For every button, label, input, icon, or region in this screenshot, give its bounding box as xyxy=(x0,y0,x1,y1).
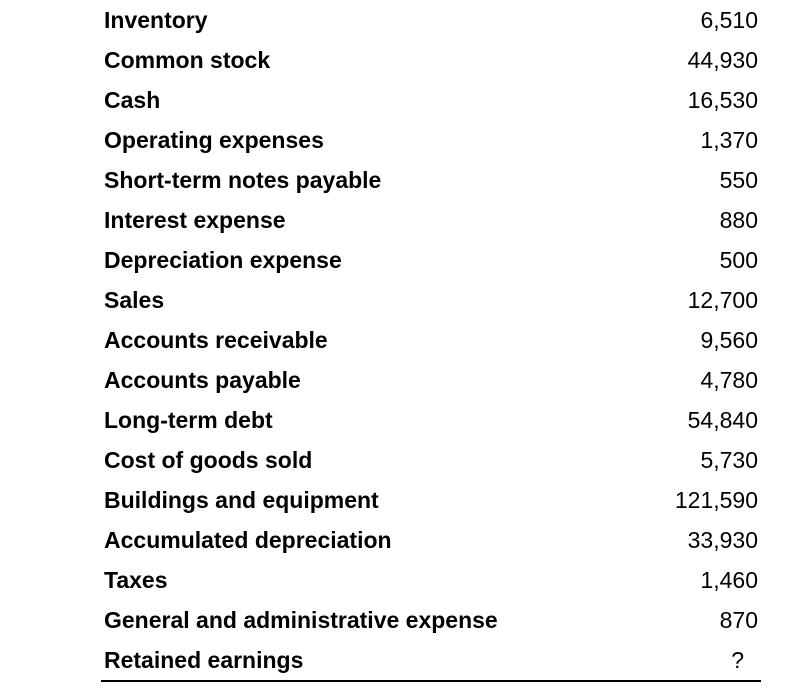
row-value: 12,700 xyxy=(687,287,758,313)
table-row xyxy=(101,440,761,480)
table-row xyxy=(101,0,761,40)
row-value-unknown: ? xyxy=(558,640,761,681)
row-label: Depreciation expense xyxy=(104,247,342,273)
table-row xyxy=(101,480,761,520)
table-row xyxy=(101,120,761,160)
table-row xyxy=(101,240,761,280)
table-row xyxy=(101,560,761,600)
table-row-retained-earnings xyxy=(101,640,761,681)
row-value: 1,460 xyxy=(700,567,758,593)
row-label: Cost of goods sold xyxy=(104,447,313,473)
row-value: 550 xyxy=(719,167,758,193)
row-label: Taxes xyxy=(104,567,168,593)
row-label: General and administrative expense xyxy=(104,607,498,633)
row-label: Inventory xyxy=(104,7,208,33)
row-label: Accounts payable xyxy=(104,367,301,393)
table-row xyxy=(101,320,761,360)
table-row xyxy=(101,280,761,320)
row-value: 5,730 xyxy=(700,447,758,473)
row-label: Cash xyxy=(104,87,161,113)
row-label: Sales xyxy=(104,287,165,313)
table-row xyxy=(101,40,761,80)
table-row xyxy=(101,520,761,560)
row-label: Accumulated depreciation xyxy=(104,527,392,553)
row-value: 6,510 xyxy=(700,7,758,33)
financial-data-table-container xyxy=(101,0,761,682)
table-row xyxy=(101,80,761,120)
row-value: 16,530 xyxy=(687,87,758,113)
row-value: 500 xyxy=(719,247,758,273)
row-value: 880 xyxy=(719,207,758,233)
row-label: Accounts receivable xyxy=(104,327,328,353)
row-value: 4,780 xyxy=(700,367,758,393)
row-value: 870 xyxy=(719,607,758,633)
row-label: Long-term debt xyxy=(104,407,273,433)
row-value: 33,930 xyxy=(687,527,758,553)
table-row xyxy=(101,200,761,240)
row-value: 54,840 xyxy=(687,407,758,433)
table-row xyxy=(101,600,761,640)
financial-data-table xyxy=(101,0,761,682)
row-label: Common stock xyxy=(104,47,271,73)
row-value: 9,560 xyxy=(700,327,758,353)
row-label: Buildings and equipment xyxy=(104,487,379,513)
table-row xyxy=(101,160,761,200)
table-row xyxy=(101,360,761,400)
table-row xyxy=(101,400,761,440)
row-value: 1,370 xyxy=(700,127,758,153)
row-value: 44,930 xyxy=(687,47,758,73)
row-value: 121,590 xyxy=(674,487,758,513)
row-label: Interest expense xyxy=(104,207,286,233)
row-label: Operating expenses xyxy=(104,127,324,153)
row-label: Retained earnings xyxy=(101,640,558,681)
row-label: Short-term notes payable xyxy=(104,167,382,193)
